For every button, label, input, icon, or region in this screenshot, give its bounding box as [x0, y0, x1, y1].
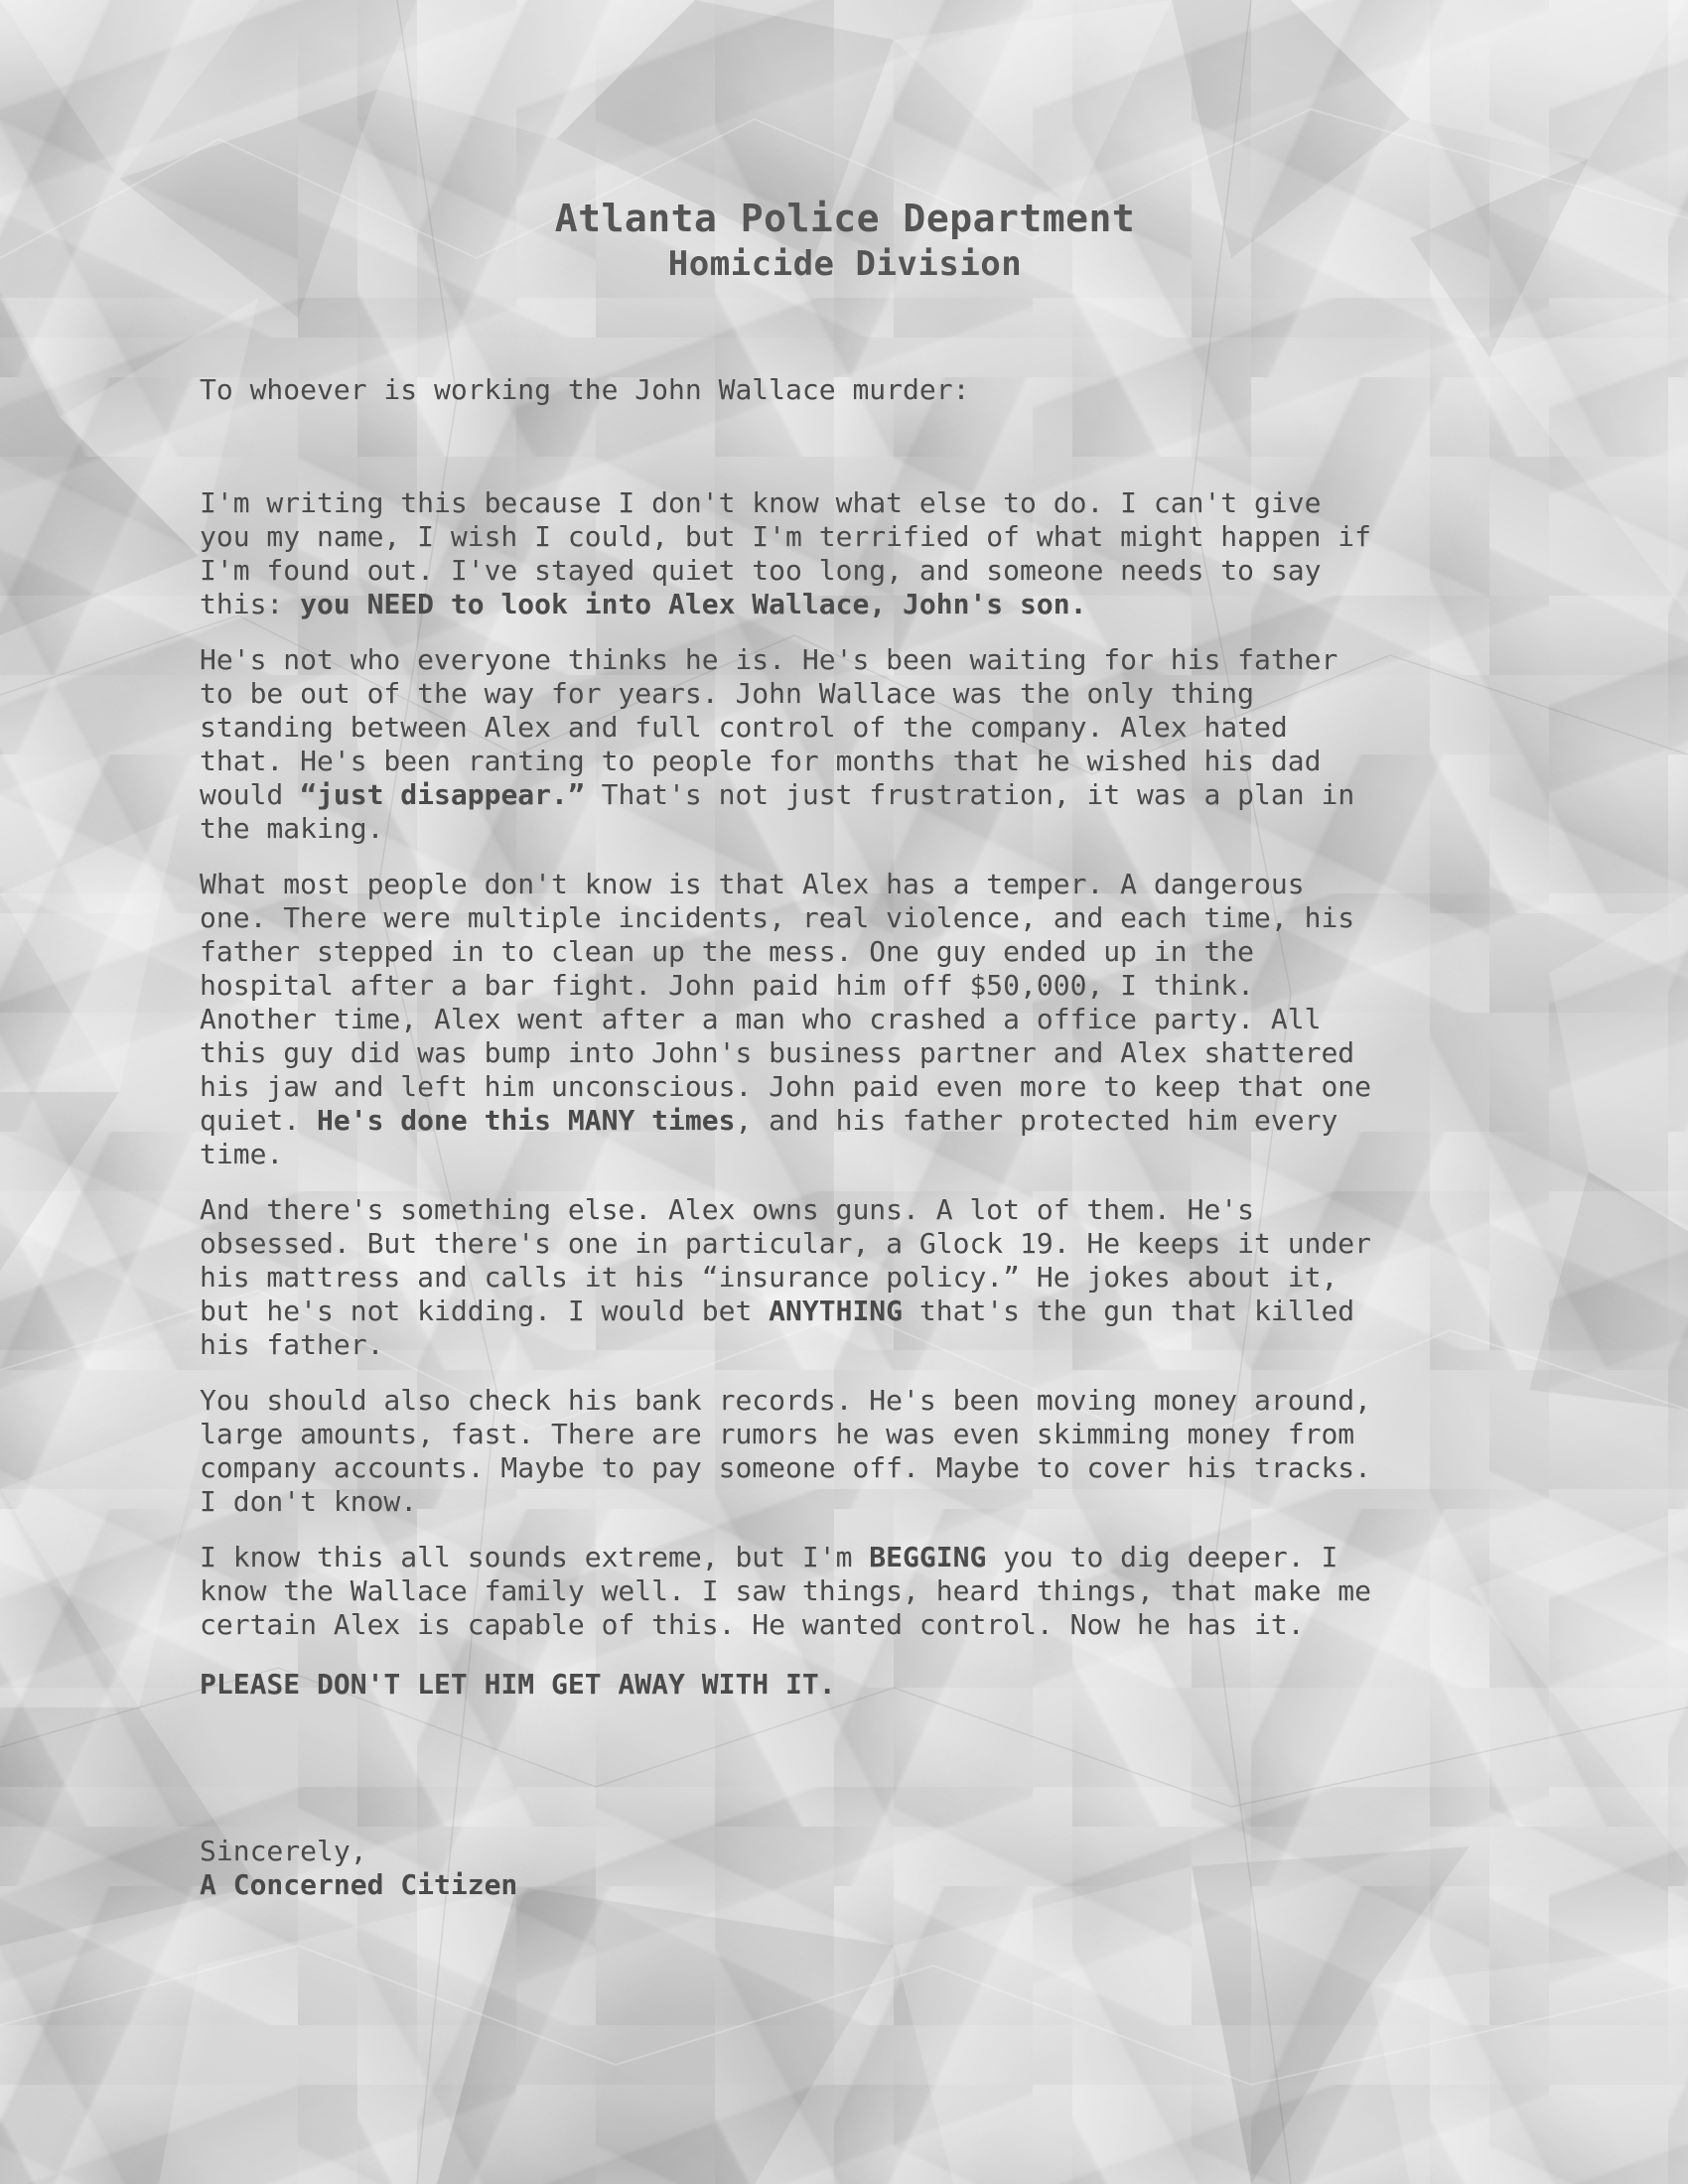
text-line: the making.: [200, 812, 384, 845]
text-line: standing between Alex and full control of the company. Alex hated: [200, 711, 1288, 744]
text-line: his mattress and calls it his “insurance policy.” He jokes about it,: [200, 1261, 1338, 1294]
text-line: That's not just frustration, it was a plan in: [584, 778, 1355, 811]
text-line: know the Wallace family well. I saw things, heard things, that make me: [200, 1574, 1372, 1607]
emphasis-text: BEGGING: [869, 1541, 987, 1573]
text-line: his jaw and left him unconscious. John paid even more to keep that one: [200, 1070, 1372, 1103]
closing-valediction: Sincerely,: [200, 1835, 367, 1867]
division-heading: Homicide Division: [667, 244, 1023, 284]
department-heading: Atlanta Police Department: [554, 197, 1136, 240]
paragraph-2: [200, 643, 1490, 846]
paragraph-6: [200, 1541, 1490, 1642]
text-line: to be out of the way for years. John Wallace was the only thing: [200, 677, 1255, 710]
text-line: What most people don't know is that Alex has a temper. A dangerous: [200, 868, 1305, 900]
text-line: I don't know.: [200, 1485, 418, 1518]
text-line: you my name, I wish I could, but I'm terrified of what might happen if: [200, 520, 1372, 553]
text-line: , and his father protected him every: [735, 1104, 1338, 1137]
paragraph-5: [200, 1384, 1490, 1519]
text-line: certain Alex is capable of this. He wanted control. Now he has it.: [200, 1608, 1305, 1641]
text-line: And there's something else. Alex owns guns. A lot of them. He's: [200, 1193, 1255, 1226]
text-line: one. There were multiple incidents, real violence, and each time, his: [200, 901, 1355, 934]
closing-plea: PLEASE DON'T LET HIM GET AWAY WITH IT.: [200, 1668, 836, 1701]
text-line: Another time, Alex went after a man who crashed a office party. All: [200, 1003, 1322, 1035]
text-line: hospital after a bar fight. John paid him off $50,000, I think.: [200, 969, 1255, 1002]
text-line: that's the gun that killed: [903, 1295, 1355, 1327]
text-line: obsessed. But there's one in particular, a Glock 19. He keeps it under: [200, 1227, 1372, 1260]
text-line: this guy did was bump into John's business partner and Alex shattered: [200, 1036, 1355, 1069]
text-line: I'm writing this because I don't know what else to do. I can't give: [200, 486, 1322, 519]
salutation: To whoever is working the John Wallace murder:: [200, 373, 970, 406]
text-line: company accounts. Maybe to pay someone off. Maybe to cover his tracks.: [200, 1451, 1372, 1484]
text-line: He's not who everyone thinks he is. He's been waiting for his father: [200, 643, 1338, 676]
emphasis-text: ANYTHING: [769, 1295, 904, 1327]
paragraph-3: [200, 868, 1490, 1171]
text-line: I'm found out. I've stayed quiet too long, and someone needs to say: [200, 554, 1322, 587]
paragraph-1: [200, 486, 1490, 621]
text-line: quiet.: [200, 1104, 318, 1137]
signature: A Concerned Citizen: [200, 1868, 518, 1901]
emphasis-text: you NEED to look into Alex Wallace, John's son.: [300, 588, 1087, 620]
text-line: this:: [200, 588, 301, 620]
paragraph-4: [200, 1193, 1490, 1362]
text-line: but he's not kidding. I would bet: [200, 1295, 770, 1327]
letter-body: [200, 486, 1490, 1664]
emphasis-text: “just disappear.”: [300, 778, 585, 811]
text-line: would: [200, 778, 301, 811]
text-line: time.: [200, 1138, 284, 1170]
text-line: you to dig deeper. I: [986, 1541, 1338, 1573]
text-line: his father.: [200, 1328, 384, 1361]
text-line: large amounts, fast. There are rumors he was even skimming money from: [200, 1418, 1355, 1450]
text-line: father stepped in to clean up the mess. One guy ended up in the: [200, 935, 1255, 968]
text-line: that. He's been ranting to people for months that he wished his dad: [200, 745, 1322, 777]
text-line: You should also check his bank records. He's been moving money around,: [200, 1384, 1372, 1417]
text-line: I know this all sounds extreme, but I'm: [200, 1541, 870, 1573]
emphasis-text: He's done this MANY times: [317, 1104, 736, 1137]
